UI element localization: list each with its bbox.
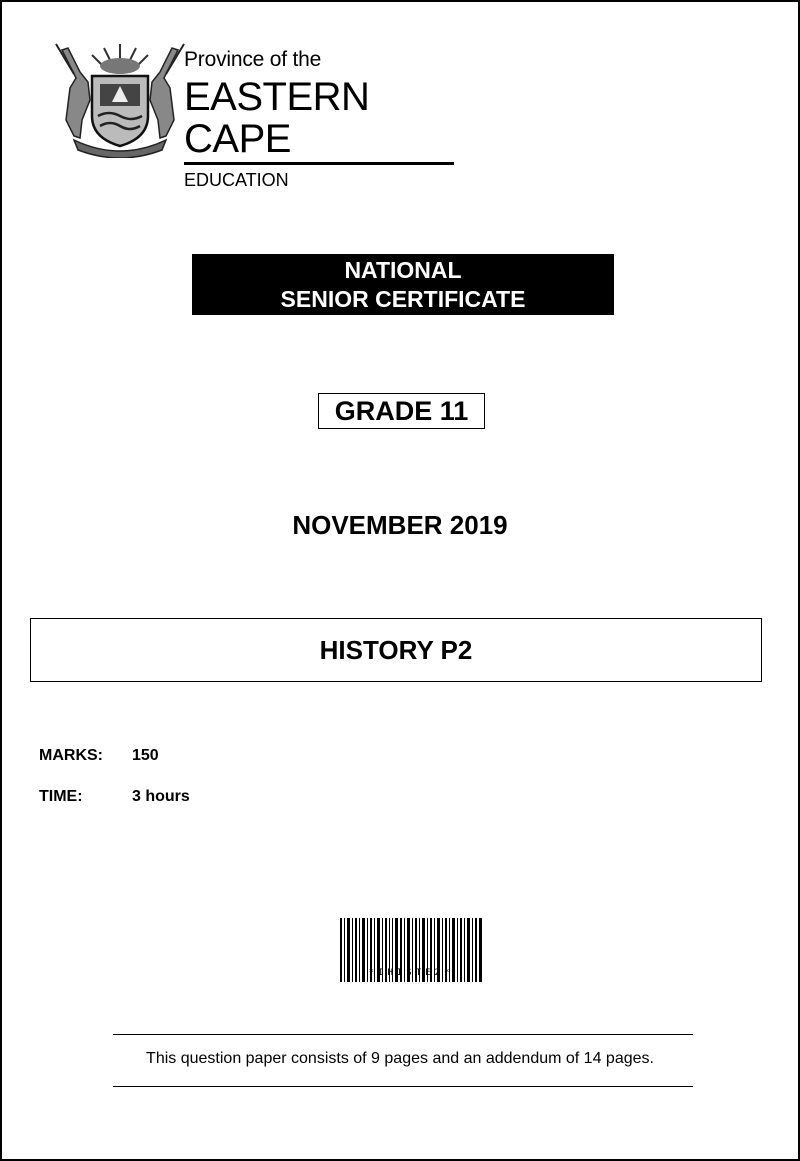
logo-eastern-cape-text: EASTERN CAPE — [184, 75, 370, 161]
footer-bottom-rule — [113, 1086, 693, 1087]
logo-province-text: Province of the — [184, 48, 322, 71]
coat-of-arms-icon — [50, 40, 190, 158]
page-count-note: This question paper consists of 9 pages and an addendum of 14 pages. — [146, 1050, 654, 1067]
marks-row — [39, 747, 159, 765]
time-value: 3 hours — [132, 788, 190, 805]
logo-education-text: EDUCATION — [184, 170, 289, 190]
certificate-banner-line2: SENIOR CERTIFICATE — [280, 285, 526, 312]
certificate-banner — [192, 254, 614, 315]
time-row — [39, 788, 190, 806]
subject-title-box: HISTORY P2 — [30, 618, 762, 682]
marks-label: MARKS: — [39, 747, 103, 764]
logo-divider — [184, 162, 454, 165]
exam-date: NOVEMBER 2019 — [292, 510, 508, 540]
barcode-text: *IHISTE2* — [368, 968, 454, 978]
marks-value: 150 — [132, 747, 159, 764]
certificate-banner-line1: NATIONAL — [344, 256, 462, 283]
logo-wordmark — [184, 48, 470, 191]
footer-top-rule — [113, 1034, 693, 1035]
department-logo — [50, 40, 470, 190]
time-label: TIME: — [39, 788, 83, 805]
grade-box: GRADE 11 — [318, 393, 485, 429]
